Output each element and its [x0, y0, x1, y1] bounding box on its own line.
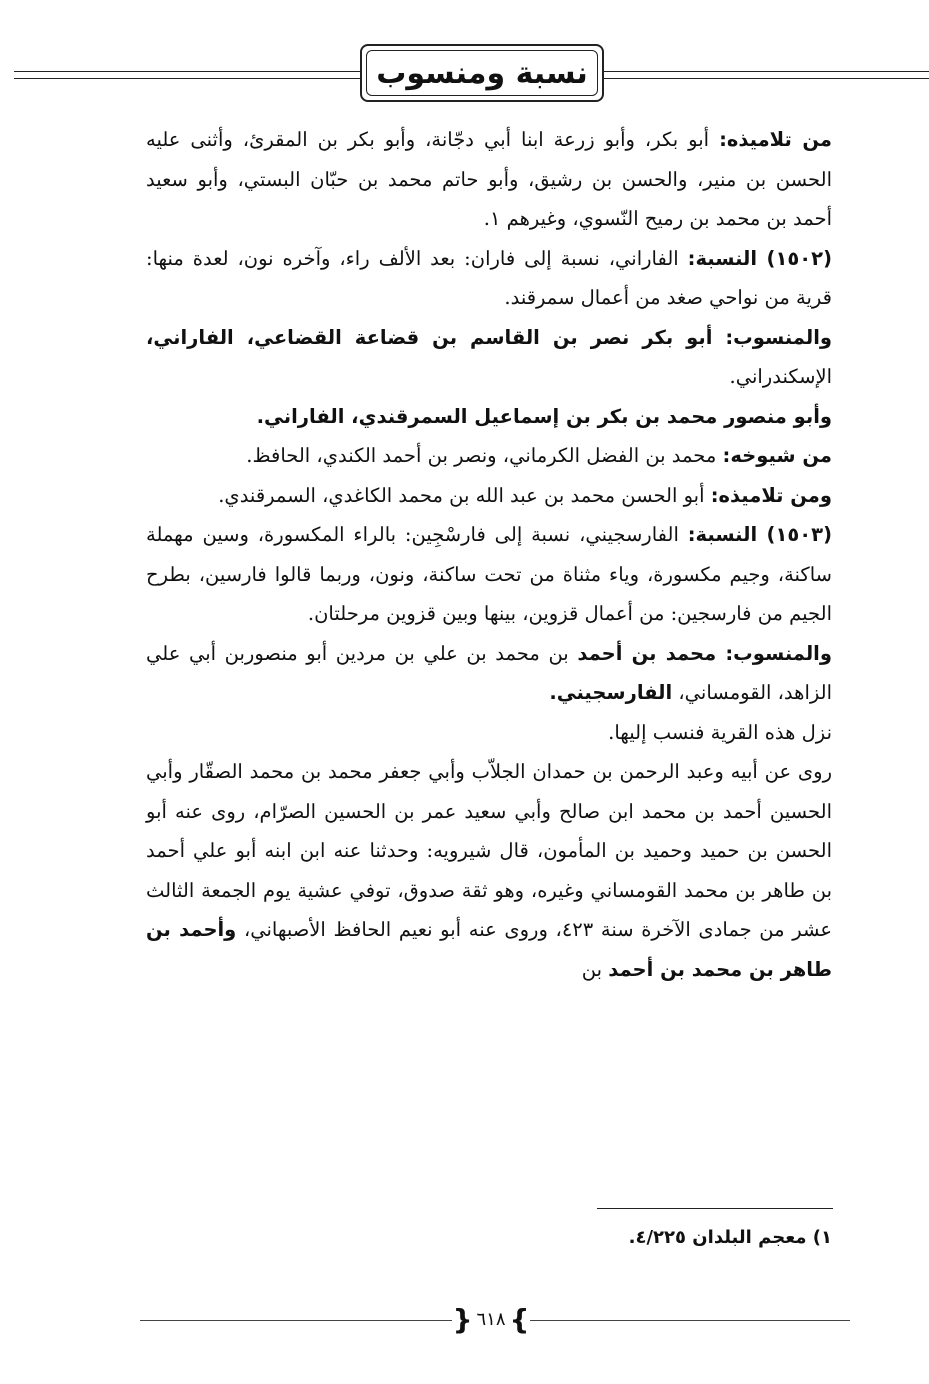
paragraph-teachers: من شيوخه: محمد بن الفضل الكرماني، ونصر بن أحمد الكندي، الحافظ. — [246, 444, 832, 467]
paragraph-students-2: ومن تلاميذه: أبو الحسن محمد بن عبد الله بن محمد الكاغدي، السمرقندي. — [218, 483, 832, 507]
paragraph-nisba-1502: (١٥٠٢) النسبة: الفاراني، نسبة إلى فاران: بعد الألف راء، وآخره نون، لعدة منها: قرية من نواحي صغد من أعمال سمرقند. — [146, 246, 832, 309]
page-number: ٦١٨ — [476, 1308, 506, 1330]
paragraph-settled: نزل هذه القرية فنسب إليها. — [608, 720, 832, 744]
footer-rule-left — [140, 1320, 452, 1321]
footnote: ١) معجم البلدان ٤/٢٢٥. — [628, 1227, 832, 1248]
paragraph-abu-mansur: وأبو منصور محمد بن بكر بن إسماعيل السمرقندي، الفاراني. — [256, 404, 832, 428]
paragraph-nisba-1503: (١٥٠٣) النسبة: الفارسجيني، نسبة إلى فارسْجِين: بالراء المكسورة، وسين مهملة ساكنة، وجيم مكسورة، وياء مثناة من تحت ساكنة، ونون، وربما قالوا فارسين، بطرح الجيم من فارسجين: من أعمال قزوين، بينها وبين قزوين مرحلتان. — [146, 523, 832, 625]
bracket-right-icon: { — [452, 1302, 473, 1336]
footnote-separator — [597, 1208, 833, 1209]
header-title-frame — [360, 44, 604, 102]
paragraph-students: من تلاميذه: أبو بكر، وأبو زرعة ابنا أبي دجّانة، وأبو بكر بن المقرئ، وأثنى عليه الحسن بن منير، والحسن بن رشيق، وأبو حاتم محمد بن حبّان البستي، وأبو سعيد أحمد بن محمد بن رميح النّسوي، وغيرهم ١. — [146, 128, 832, 230]
paragraph-mansub-1503: والمنسوب: محمد بن أحمد بن محمد بن علي بن مردين أبو منصوربن أبي علي الزاهد، القومساني، الفارسجيني. — [146, 641, 832, 704]
paragraph-narrated: روى عن أبيه وعبد الرحمن بن حمدان الجلاّب وأبي جعفر محمد بن محمد الصقّار وأبي الحسين أحمد بن محمد ابن صالح وأبي سعيد عمر بن الحسين الصرّام، روى عنه أبو الحسن بن حميد وحميد بن المأمون، قال شيرويه: وحدثنا عنه ابن ابنه أبو علي أحمد بن طاهر بن محمد القومساني وغيره، وهو ثقة صدوق، توفي عشية يوم الجمعة الثالث عشر من جمادى الآخرة سنة ٤٢٣، وروى عنه أبو نعيم الحافظ الأصبهاني، وأحمد بن طاهر بن محمد بن أحمد بن — [146, 760, 833, 981]
header-title: نسبة ومنسوب — [366, 50, 598, 96]
bracket-left-icon: } — [509, 1302, 530, 1336]
page-body — [146, 120, 832, 989]
paragraph-mansub-1502: والمنسوب: أبو بكر نصر بن القاسم بن قضاعة القضاعي، الفاراني، الإسكندراني. — [146, 325, 832, 388]
page-number-frame — [452, 1302, 530, 1336]
footer-rule-right — [530, 1320, 850, 1321]
